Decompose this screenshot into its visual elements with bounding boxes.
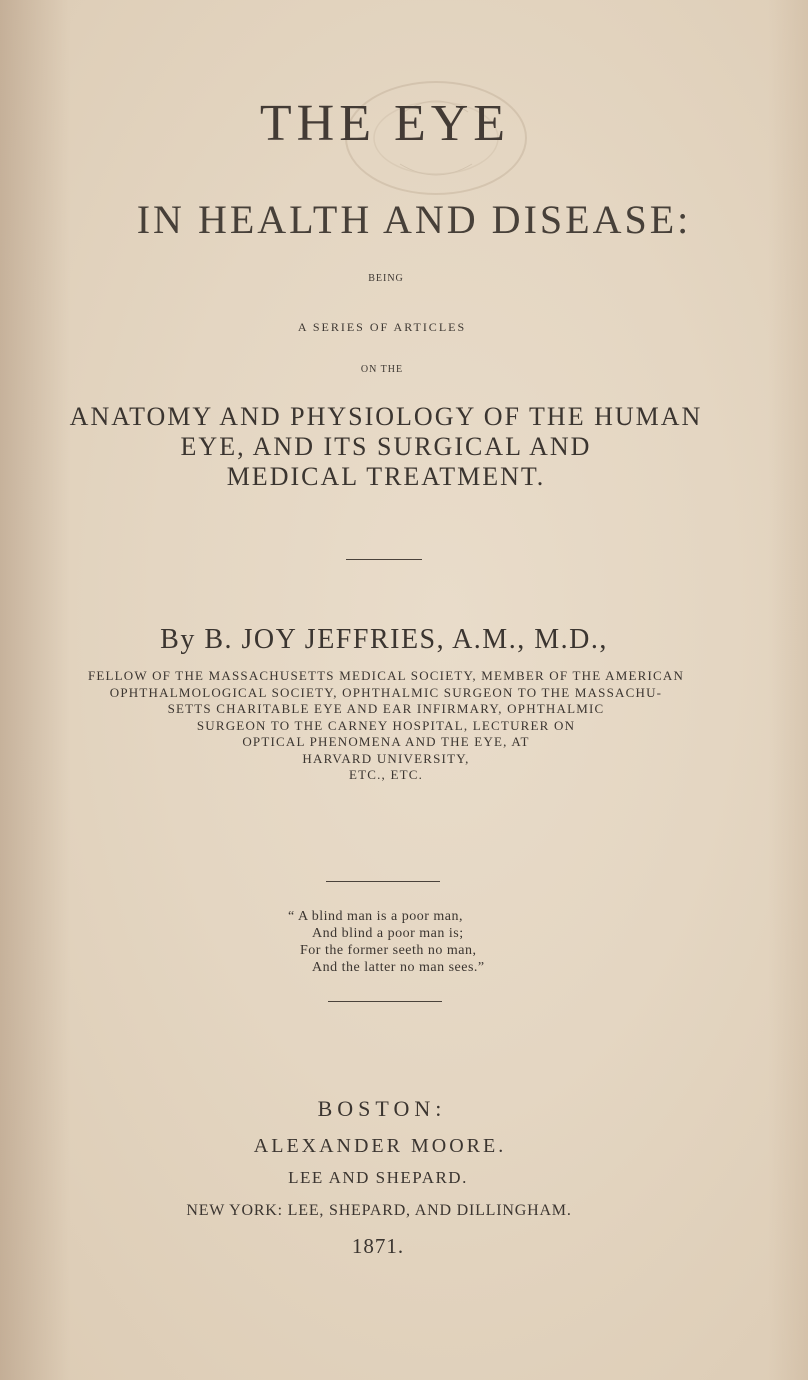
divider-rule bbox=[326, 881, 440, 882]
credentials-line: SETTS CHARITABLE EYE AND EAR INFIRMARY, OPHTHALMIC bbox=[167, 701, 605, 716]
subject-line: EYE, AND ITS SURGICAL AND bbox=[180, 432, 592, 461]
epigraph-line: And the latter no man sees.” bbox=[312, 960, 485, 975]
divider-rule bbox=[328, 1001, 442, 1002]
publisher-new-york: NEW YORK: LEE, SHEPARD, AND DILLINGHAM. bbox=[186, 1202, 572, 1219]
author-line: By B. JOY JEFFRIES, A.M., M.D., bbox=[160, 624, 608, 655]
being-label: BEING bbox=[368, 273, 404, 284]
divider-rule bbox=[346, 559, 422, 560]
series-label: A SERIES OF ARTICLES bbox=[297, 320, 467, 334]
subject-block bbox=[0, 402, 790, 492]
title-the-eye: THE EYE bbox=[259, 95, 511, 152]
subject-line: ANATOMY AND PHYSIOLOGY OF THE HUMAN bbox=[69, 402, 703, 431]
on-the-label: ON THE bbox=[360, 364, 404, 375]
publisher-name: ALEXANDER MOORE. bbox=[253, 1135, 507, 1157]
epigraph bbox=[288, 908, 485, 976]
credentials-line: ETC., ETC. bbox=[348, 767, 424, 782]
epigraph-line: “ A blind man is a poor man, bbox=[288, 909, 463, 924]
credentials-line: SURGEON TO THE CARNEY HOSPITAL, LECTURER ON bbox=[196, 717, 576, 733]
epigraph-line: And blind a poor man is; bbox=[312, 926, 464, 941]
credentials-line: OPHTHALMOLOGICAL SOCIETY, OPHTHALMIC SURGEON TO THE MASSACHU- bbox=[109, 684, 663, 700]
credentials-line: OPTICAL PHENOMENA AND THE EYE, AT bbox=[242, 734, 530, 749]
subject-line: MEDICAL TREATMENT. bbox=[226, 462, 546, 491]
publisher-imprint: LEE AND SHEPARD. bbox=[288, 1168, 468, 1187]
epigraph-line: For the former seeth no man, bbox=[300, 943, 477, 958]
credentials-line: HARVARD UNIVERSITY, bbox=[302, 750, 470, 766]
title-health-and-disease: IN HEALTH AND DISEASE: bbox=[136, 197, 692, 242]
publication-year: 1871. bbox=[351, 1234, 405, 1258]
credentials-line: FELLOW OF THE MASSACHUSETTS MEDICAL SOCIETY, MEMBER OF THE AMERICAN bbox=[87, 668, 685, 683]
credentials-block bbox=[0, 668, 790, 784]
publisher-city: BOSTON: bbox=[317, 1096, 447, 1121]
